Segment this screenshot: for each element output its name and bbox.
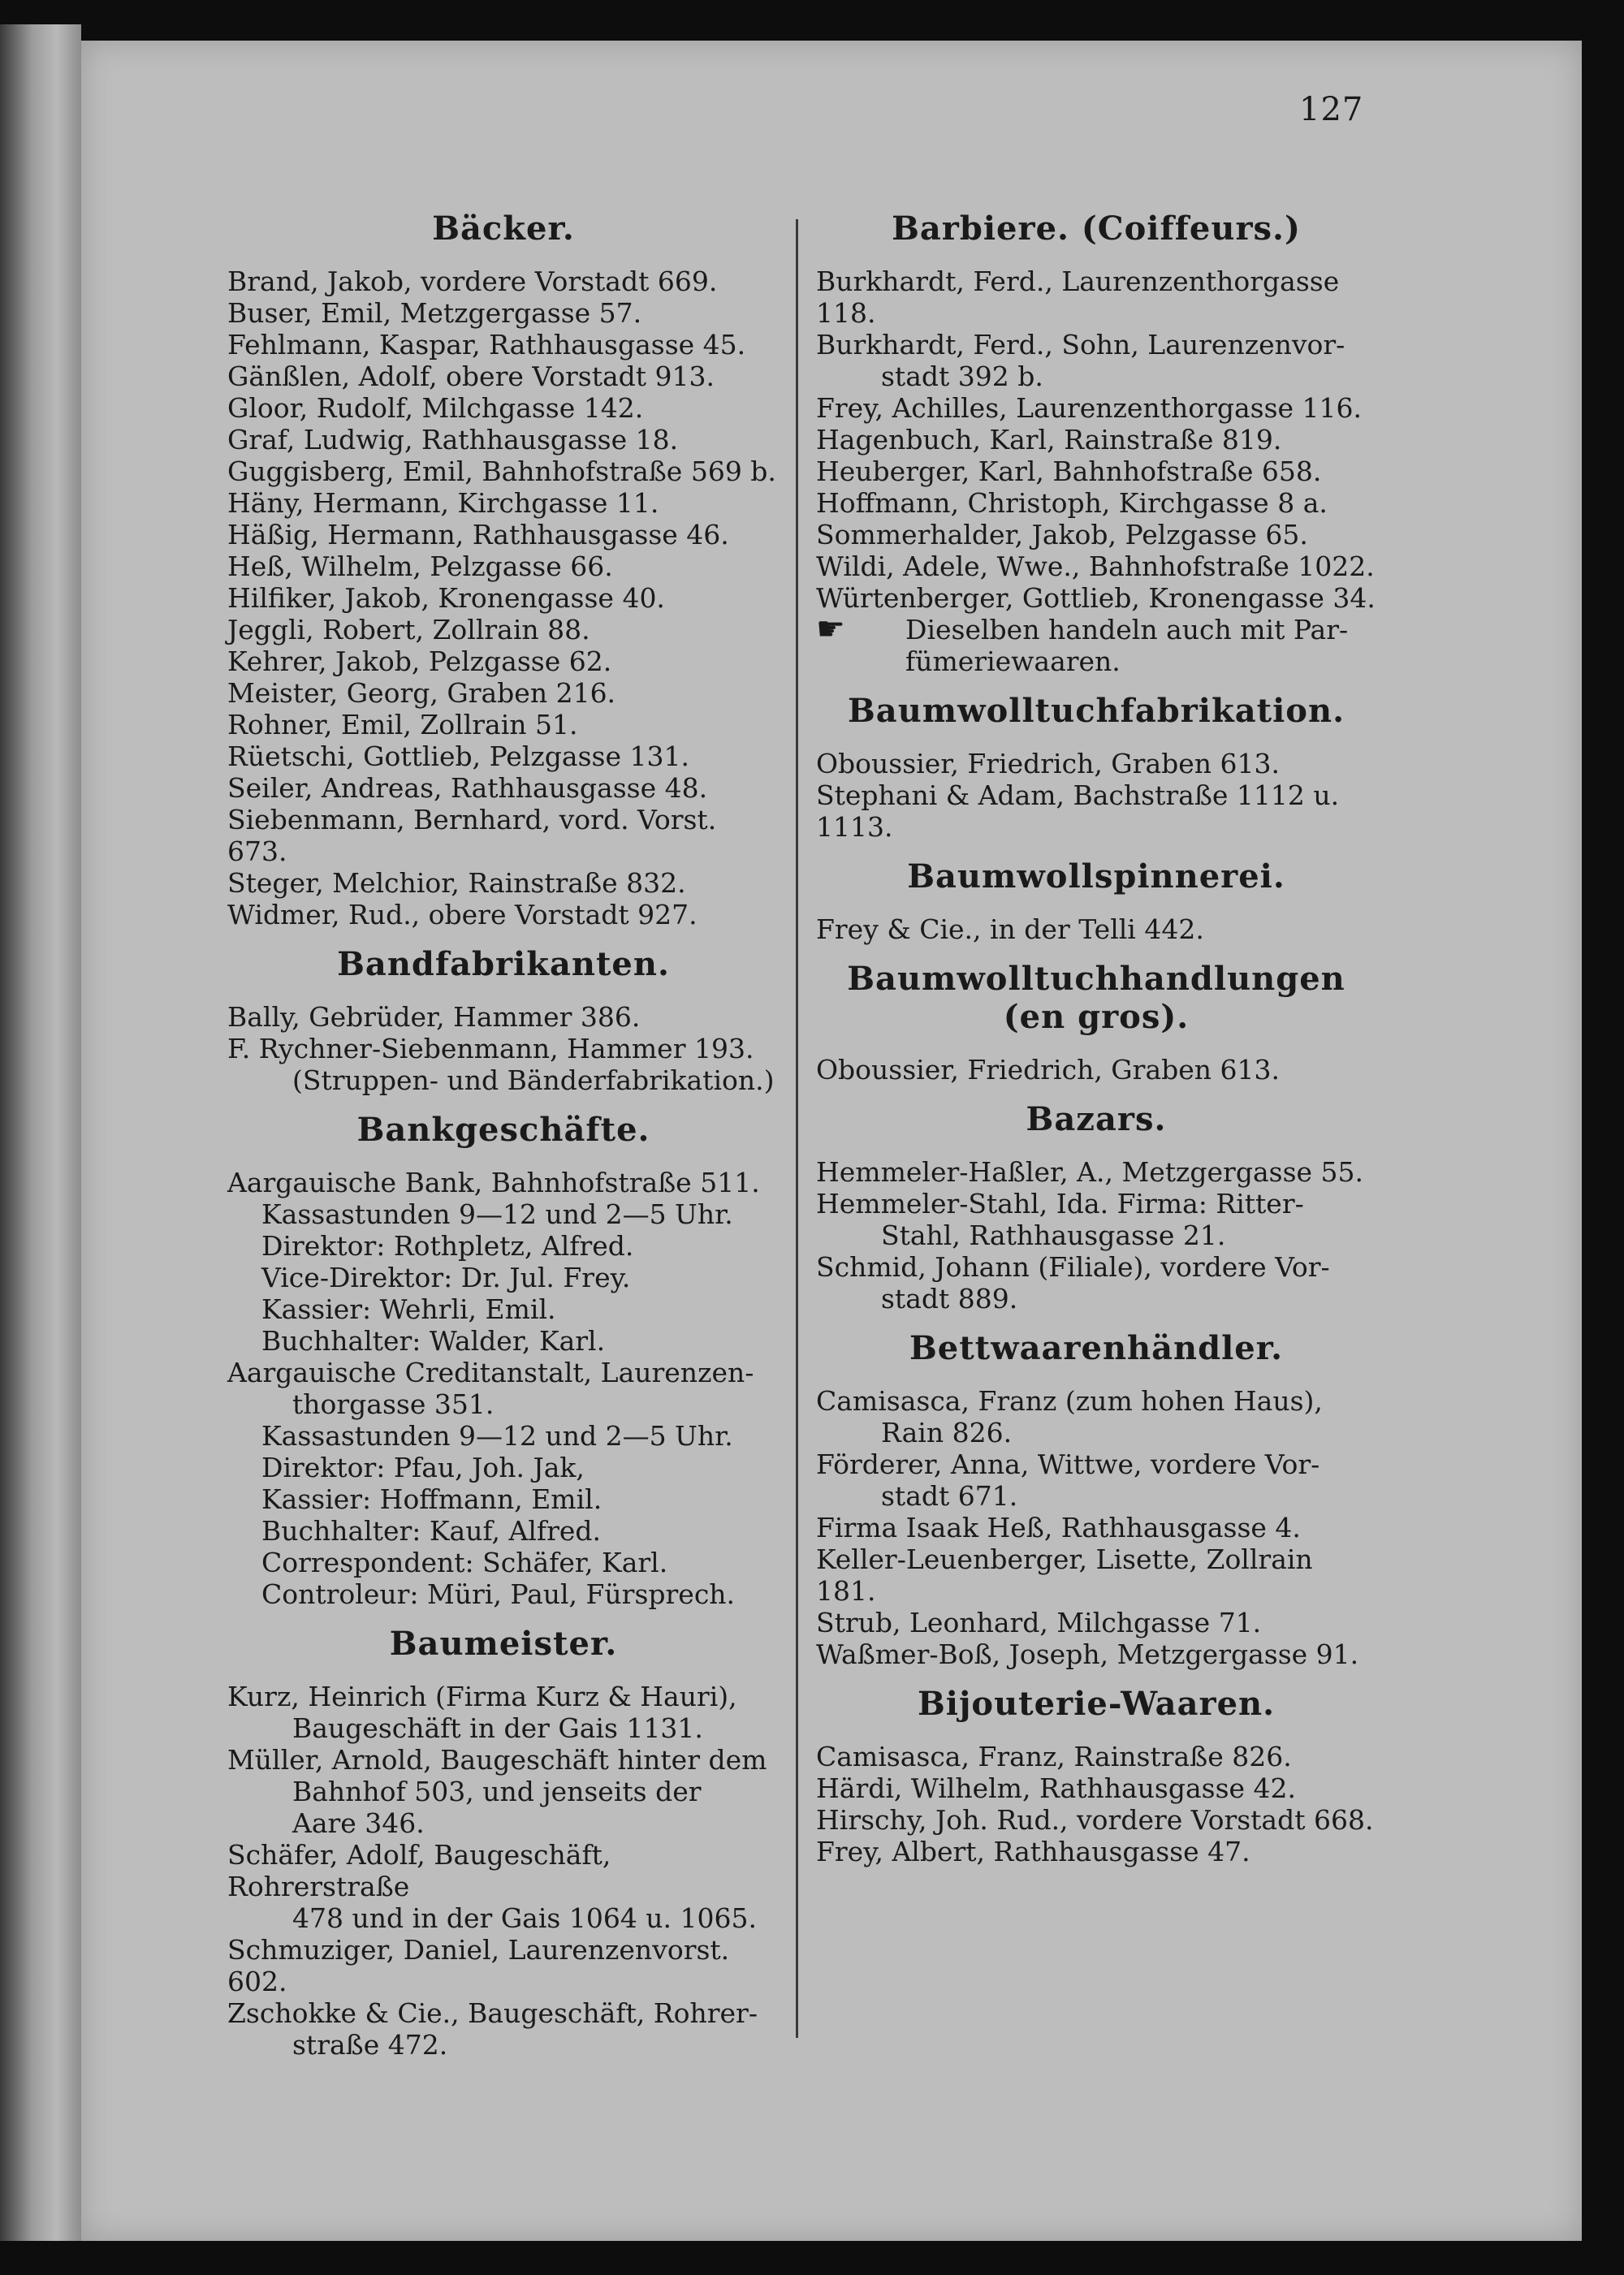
entry-line: Kehrer, Jakob, Pelzgasse 62. [227,645,612,677]
entry-line: Steger, Melchior, Rainstraße 832. [227,867,686,899]
entry-line: Fehlmann, Kaspar, Rathhausgasse 45. [227,329,746,360]
entry-line: Kassier: Wehrli, Emil. [261,1293,556,1325]
entry-line: Aargauische Creditanstalt, Laurenzen- [227,1357,754,1388]
entry-line: Widmer, Rud., obere Vorstadt 927. [227,899,698,930]
directory-section [816,692,1376,843]
directory-entry [816,1188,1376,1251]
directory-section [227,209,780,930]
directory-entry [227,740,780,772]
directory-entry [816,392,1376,424]
entry-line: Oboussier, Friedrich, Graben 613. [816,1054,1280,1086]
entry-line: Firma Isaak Heß, Rathhausgasse 4. [816,1512,1301,1543]
entry-line: Buser, Emil, Metzgergasse 57. [227,297,642,329]
directory-entry [816,550,1376,582]
entry-line: Oboussier, Friedrich, Graben 613. [816,748,1280,779]
directory-entry [816,1836,1376,1867]
directory-entry [816,779,1376,843]
entry-line: Gänßlen, Adolf, obere Vorstadt 913. [227,360,715,392]
entry-line: Graf, Ludwig, Rathhausgasse 18. [227,424,679,455]
directory-entry [227,1001,780,1033]
entry-line: Wildi, Adele, Wwe., Bahnhofstraße 1022. [816,550,1375,582]
entry-line: Müller, Arnold, Baugeschäft hinter dem [227,1744,767,1776]
directory-entry [227,899,780,930]
directory-entry [227,1198,780,1230]
directory-entry [816,748,1376,779]
entry-line: Hirschy, Joh. Rud., vordere Vorstadt 668. [816,1804,1374,1836]
entry-line: Direktor: Pfau, Joh. Jak, [261,1452,585,1483]
section-heading: Bankgeschäfte. [356,1111,650,1149]
directory-entry [816,1638,1376,1670]
entry-line: Seiler, Andreas, Rathhausgasse 48. [227,772,708,804]
directory-entry [227,645,780,677]
entry-line: Rain 826. [881,1417,1013,1448]
section-heading: Baumeister. [389,1625,618,1663]
directory-entry [227,582,780,614]
directory-entry [816,329,1376,392]
directory-entry [816,1607,1376,1638]
entry-line: Aargauische Bank, Bahnhofstraße 511. [227,1167,760,1198]
directory-section [227,945,780,1096]
entry-line: Heuberger, Karl, Bahnhofstraße 658. [816,455,1322,487]
entry-line: Heß, Wilhelm, Pelzgasse 66. [227,550,613,582]
directory-entry [227,265,780,297]
directory-entry [227,487,780,519]
entry-line: Meister, Georg, Graben 216. [227,677,616,709]
section-heading: Bettwaarenhändler. [909,1329,1284,1367]
entry-line: Hilfiker, Jakob, Kronengasse 40. [227,582,665,614]
directory-section [816,1329,1376,1670]
entry-line: Bahnhof 503, und jenseits der [292,1776,702,1807]
section-heading: Bijouterie-Waaren. [917,1685,1276,1723]
entry-line: Rüetschi, Gottlieb, Pelzgasse 131. [227,740,689,772]
entry-line: Guggisberg, Emil, Bahnhofstraße 569 b. [227,455,776,487]
entry-line: (Struppen- und Bänderfabrikation.) [292,1064,775,1096]
directory-entry [227,455,780,487]
entry-line: Jeggli, Robert, Zollrain 88. [227,614,590,645]
entry-line: Baugeschäft in der Gais 1131. [292,1712,703,1744]
directory-entry [816,424,1376,455]
entry-line: Zschokke & Cie., Baugeschäft, Rohrer- [227,1997,758,2029]
entry-line: Correspondent: Schäfer, Karl. [261,1547,668,1578]
entry-line: Hagenbuch, Karl, Rainstraße 819. [816,424,1282,455]
entry-line: thorgasse 351. [292,1388,495,1420]
directory-section [816,209,1376,677]
directory-section [227,1111,780,1610]
entry-line: Buchhalter: Walder, Karl. [261,1325,606,1357]
directory-entry [227,1293,780,1325]
entry-line: Frey, Albert, Rathhausgasse 47. [816,1836,1250,1867]
directory-entry [816,455,1376,487]
directory-entry [227,1483,780,1515]
section-heading: Baumwolltuchfabrikation. [848,692,1345,730]
directory-entry [227,867,780,899]
directory-section [816,857,1376,945]
entry-line: Burkhardt, Ferd., Laurenzenthorgasse 118. [816,265,1340,329]
entry-line: Siebenmann, Bernhard, vord. Vorst. 673. [227,804,717,867]
section-heading: Bäcker. [432,209,575,248]
right-column [816,209,1376,1867]
directory-entry [816,1448,1376,1512]
entry-line: stadt 889. [881,1283,1018,1314]
directory-entry [816,519,1376,550]
entry-line: Camisasca, Franz, Rainstraße 826. [816,1741,1292,1772]
entry-line: Strub, Leonhard, Milchgasse 71. [816,1607,1262,1638]
directory-entry [816,1512,1376,1543]
entry-line: Kurz, Heinrich (Firma Kurz & Hauri), [227,1681,737,1712]
entry-line: Bally, Gebrüder, Hammer 386. [227,1001,641,1033]
entry-line: Burkhardt, Ferd., Sohn, Laurenzenvor- [816,329,1345,360]
entry-line: Waßmer-Boß, Joseph, Metzgergasse 91. [816,1638,1359,1670]
note-line: fümeriewaaren. [905,645,1121,677]
directory-entry [227,804,780,867]
entry-line: 478 und in der Gais 1064 u. 1065. [292,1902,758,1934]
directory-entry [227,392,780,424]
directory-section [816,1685,1376,1867]
directory-entry [227,1420,780,1452]
directory-entry [227,1515,780,1547]
page-number: 127 [1299,91,1364,128]
entry-line: Gloor, Rudolf, Milchgasse 142. [227,392,644,424]
entry-line: Frey & Cie., in der Telli 442. [816,913,1204,945]
directory-entry [816,1385,1376,1448]
column-divider [796,219,798,2038]
entry-line: Camisasca, Franz (zum hohen Haus), [816,1385,1323,1417]
directory-entry [227,1167,780,1198]
entry-line: Keller-Leuenberger, Lisette, Zollrain 181. [816,1543,1313,1607]
directory-entry [227,1357,780,1420]
section-heading: Baumwollspinnerei. [907,857,1285,896]
note-line: Dieselben handeln auch mit Par- [905,614,1349,645]
directory-entry [227,424,780,455]
directory-section [227,1625,780,2061]
entry-line: Stephani & Adam, Bachstraße 1112 u. 1113. [816,779,1340,843]
entry-line: Häny, Hermann, Kirchgasse 11. [227,487,659,519]
entry-line: Hoffmann, Christoph, Kirchgasse 8 a. [816,487,1328,519]
entry-line: Schmid, Johann (Filiale), vordere Vor- [816,1251,1330,1283]
entry-line: F. Rychner-Siebenmann, Hammer 193. [227,1033,754,1064]
directory-entry [227,1681,780,1744]
directory-entry [227,329,780,360]
left-column [227,209,780,2061]
pointing-hand-icon: ☛ [816,611,845,648]
entry-line: Sommerhalder, Jakob, Pelzgasse 65. [816,519,1308,550]
entry-line: Härdi, Wilhelm, Rathhausgasse 42. [816,1772,1297,1804]
entry-line: Kassastunden 9—12 und 2—5 Uhr. [261,1198,733,1230]
entry-line: stadt 392 b. [881,360,1043,392]
section-heading: Bazars. [1026,1100,1167,1138]
directory-entry [227,772,780,804]
directory-entry [227,1547,780,1578]
directory-entry [816,1251,1376,1314]
directory-entry [816,913,1376,945]
entry-line: Rohner, Emil, Zollrain 51. [227,709,578,740]
directory-entry [227,519,780,550]
directory-entry [227,614,780,645]
directory-entry [816,1741,1376,1772]
directory-entry [816,1156,1376,1188]
directory-entry [227,1997,780,2061]
directory-entry [227,1033,780,1096]
entry-line: Controleur: Müri, Paul, Fürsprech. [261,1578,736,1610]
note-entry [816,611,1376,677]
directory-entry [227,1839,780,1934]
entry-line: Frey, Achilles, Laurenzenthorgasse 116. [816,392,1363,424]
directory-entry [227,1262,780,1293]
directory-entry [816,582,1376,614]
entry-line: Brand, Jakob, vordere Vorstadt 669. [227,265,718,297]
directory-entry [227,1230,780,1262]
entry-line: Würtenberger, Gottlieb, Kronengasse 34. [816,582,1376,614]
directory-entry [816,487,1376,519]
entry-line: Hemmeler-Stahl, Ida. Firma: Ritter- [816,1188,1304,1220]
directory-entry [816,265,1376,329]
entry-line: Aare 346. [292,1807,425,1839]
section-heading: Bandfabrikanten. [337,945,670,983]
entry-line: Häßig, Hermann, Rathhausgasse 46. [227,519,729,550]
directory-entry [227,297,780,329]
entry-line: straße 472. [292,2029,448,2061]
directory-entry [227,1578,780,1610]
directory-entry [227,1325,780,1357]
entry-line: Kassastunden 9—12 und 2—5 Uhr. [261,1420,733,1452]
entry-line: Schmuziger, Daniel, Laurenzenvorst. 602. [227,1934,730,1997]
entry-line: Schäfer, Adolf, Baugeschäft, Rohrerstraße [227,1839,611,1902]
entry-line: Direktor: Rothpletz, Alfred. [261,1230,634,1262]
directory-entry [816,1543,1376,1607]
directory-entry [227,360,780,392]
directory-entry [816,1054,1376,1086]
entry-line: Vice-Direktor: Dr. Jul. Frey. [261,1262,631,1293]
directory-entry [227,1934,780,1997]
directory-entry [227,1744,780,1839]
directory-entry [227,709,780,740]
entry-line: Förderer, Anna, Wittwe, vordere Vor- [816,1448,1320,1480]
section-heading: Barbiere. (Coiffeurs.) [892,209,1301,248]
directory-entry [227,677,780,709]
entry-line: stadt 671. [881,1480,1018,1512]
directory-section [816,960,1376,1086]
directory-section [816,1100,1376,1314]
directory-entry [227,550,780,582]
entry-line: Hemmeler-Haßler, A., Metzgergasse 55. [816,1156,1364,1188]
directory-entry [816,1804,1376,1836]
book-spine [0,24,81,2241]
entry-line: Stahl, Rathhausgasse 21. [881,1220,1226,1251]
entry-line: Buchhalter: Kauf, Alfred. [261,1515,602,1547]
directory-entry [816,1772,1376,1804]
directory-entry [227,1452,780,1483]
section-heading: Baumwolltuchhandlungen (en gros). [847,960,1345,1036]
entry-line: Kassier: Hoffmann, Emil. [261,1483,603,1515]
